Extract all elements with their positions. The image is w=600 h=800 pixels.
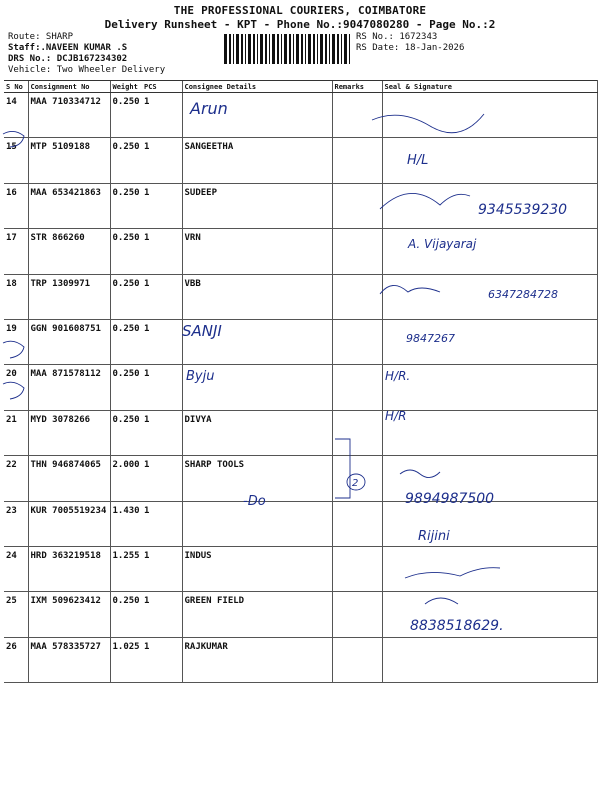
row-remarks (332, 546, 382, 591)
row-consignment-no: MTP 5109188 (28, 138, 110, 183)
row-consignee: RAJKUMAR (182, 637, 332, 682)
row-remarks (332, 93, 382, 138)
barcode-image (224, 34, 350, 64)
row-pcs: 1 (142, 229, 182, 274)
row-weight: 1.025 (110, 637, 142, 682)
row-consignee (182, 501, 332, 546)
row-consignment-no: MYD 3078266 (28, 410, 110, 455)
table-row (4, 410, 597, 455)
row-remarks (332, 138, 382, 183)
row-remarks (332, 183, 382, 228)
row-pcs: 1 (142, 138, 182, 183)
row-consignment-no: MAA 871578112 (28, 365, 110, 410)
row-consignment-no: STR 866260 (28, 229, 110, 274)
row-weight: 0.250 (110, 274, 142, 319)
row-sno: 26 (4, 637, 28, 682)
barcode-bar (265, 34, 267, 64)
col-header-remarks: Remarks (332, 81, 382, 93)
barcode-bar (289, 34, 291, 64)
hw-row26-phone: 8838518629. (410, 618, 504, 634)
row-pcs: 1 (142, 274, 182, 319)
route-label: Route: SHARP (8, 32, 74, 42)
row-consignment-no: IXM 509623412 (28, 592, 110, 637)
row-seal-signature (382, 229, 597, 274)
row-consignment-no: TRP 1309971 (28, 274, 110, 319)
row-seal-signature (382, 546, 597, 591)
row-seal-signature (382, 93, 597, 138)
row-pcs: 1 (142, 592, 182, 637)
row-weight: 1.430 (110, 501, 142, 546)
row-sno: 18 (4, 274, 28, 319)
barcode-bar (229, 34, 231, 64)
table-row (4, 138, 597, 183)
barcode-bar (317, 34, 318, 64)
table-header-row (4, 81, 597, 93)
row-weight: 0.250 (110, 410, 142, 455)
table-row (4, 229, 597, 274)
runsheet-subtitle: Delivery Runsheet - KPT - Phone No.:9047080280 - Page No.:2 (104, 18, 496, 31)
row-remarks (332, 637, 382, 682)
row-remarks (332, 410, 382, 455)
hw-row24-sign: Rijini (418, 529, 450, 544)
barcode-bar (301, 34, 303, 64)
row-sno: 24 (4, 546, 28, 591)
row-remarks (332, 274, 382, 319)
row-weight: 0.250 (110, 183, 142, 228)
barcode-bar (260, 34, 263, 64)
table-row (4, 319, 597, 364)
rs-number: RS No.: 1672343 (356, 32, 438, 42)
row-pcs: 1 (142, 637, 182, 682)
table-row (4, 637, 597, 682)
row-seal-signature (382, 274, 597, 319)
hw-row20-name: Byju (186, 369, 215, 384)
table-row (4, 592, 597, 637)
hw-row15-sign: H/L (407, 153, 429, 168)
hw-row20-sign: H/R. (385, 369, 411, 383)
col-header-consignee: Consignee Details (182, 81, 332, 93)
row-sno: 22 (4, 456, 28, 501)
col-header-consignment: Consignment No (28, 81, 110, 93)
barcode-bar (337, 34, 339, 64)
row-consignee (182, 365, 332, 410)
row-pcs: 1 (142, 93, 182, 138)
hw-bracket-mark: 2 (352, 478, 359, 489)
row-consignment-no: MAA 578335727 (28, 637, 110, 682)
row-consignment-no: MAA 653421863 (28, 183, 110, 228)
row-sno: 19 (4, 319, 28, 364)
rs-header-block (356, 32, 464, 54)
row-sno: 17 (4, 229, 28, 274)
row-consignment-no: HRD 363219518 (28, 546, 110, 591)
barcode-bar (320, 34, 323, 64)
row-consignee: VRN (182, 229, 332, 274)
rs-date: RS Date: 18-Jan-2026 (356, 43, 465, 53)
hw-row23-phone: 9894987500 (405, 491, 495, 507)
row-weight: 0.250 (110, 229, 142, 274)
barcode-bar (245, 34, 246, 64)
barcode-bar (257, 34, 258, 64)
col-header-weight: Weight (110, 81, 142, 93)
row-consignee (182, 319, 332, 364)
barcode-bar (305, 34, 306, 64)
row-consignment-no: KUR 7005519234 (28, 501, 110, 546)
row-consignment-no: THN 946874065 (28, 456, 110, 501)
hw-row18-phone: 6347284728 (488, 288, 558, 301)
vehicle-label: Vehicle: Two Wheeler Delivery (8, 65, 166, 75)
row-seal-signature (382, 456, 597, 501)
barcode-bar (253, 34, 255, 64)
row-weight: 0.250 (110, 138, 142, 183)
row-remarks (332, 365, 382, 410)
drs-label: DRS No.: DCJB167234302 (8, 54, 128, 64)
row-consignee: DIVYA (182, 410, 332, 455)
barcode-bar (308, 34, 311, 64)
row-pcs: 1 (142, 319, 182, 364)
barcode-bar (277, 34, 279, 64)
row-seal-signature (382, 637, 597, 682)
row-weight: 0.250 (110, 319, 142, 364)
row-consignee: SANGEETHA (182, 138, 332, 183)
barcode-bar (281, 34, 282, 64)
table-row (4, 274, 597, 319)
barcode-bar (224, 34, 227, 64)
row-remarks (332, 229, 382, 274)
barcode-bar (233, 34, 234, 64)
row-pcs: 1 (142, 456, 182, 501)
hw-row21-sign: H/R (385, 409, 407, 423)
company-title: THE PROFESSIONAL COURIERS, COIMBATORE (173, 4, 427, 17)
barcode-bar (349, 34, 350, 64)
row-seal-signature (382, 138, 597, 183)
col-header-pcs: PCS (142, 81, 182, 93)
table-row (4, 183, 597, 228)
runsheet-table (4, 80, 598, 683)
row-remarks (332, 501, 382, 546)
barcode-bar (272, 34, 275, 64)
row-consignment-no: MAA 710334712 (28, 93, 110, 138)
row-seal-signature (382, 410, 597, 455)
row-pcs: 1 (142, 365, 182, 410)
row-consignee (182, 93, 332, 138)
row-remarks (332, 592, 382, 637)
row-sno: 21 (4, 410, 28, 455)
table-row (4, 456, 597, 501)
row-seal-signature (382, 183, 597, 228)
hw-row19-phone: 9847267 (406, 332, 455, 345)
row-sno: 25 (4, 592, 28, 637)
col-header-seal: Seal & Signature (382, 81, 597, 93)
row-consignee: VBB (182, 274, 332, 319)
hw-row16-phone: 9345539230 (478, 202, 568, 218)
table-row (4, 546, 597, 591)
row-seal-signature (382, 365, 597, 410)
barcode-bar (236, 34, 239, 64)
barcode-bar (313, 34, 315, 64)
barcode-bar (293, 34, 294, 64)
row-seal-signature (382, 501, 597, 546)
barcode-bar (325, 34, 327, 64)
left-header-block (8, 32, 165, 76)
row-weight: 0.250 (110, 592, 142, 637)
barcode-bar (284, 34, 287, 64)
row-consignee: INDUS (182, 546, 332, 591)
hw-row19-name: SANJI (182, 322, 222, 340)
row-weight: 2.000 (110, 456, 142, 501)
barcode-bar (248, 34, 251, 64)
row-consignment-no: GGN 901608751 (28, 319, 110, 364)
row-consignee: SUDEEP (182, 183, 332, 228)
row-sno: 15 (4, 138, 28, 183)
row-weight: 0.250 (110, 93, 142, 138)
col-header-sno: S No (4, 81, 28, 93)
barcode-bar (296, 34, 299, 64)
table-row (4, 93, 597, 138)
staff-label: Staff:.NAVEEN KUMAR .S (8, 43, 128, 53)
barcode-bar (332, 34, 335, 64)
row-pcs: 1 (142, 501, 182, 546)
hw-row14-name: Arun (190, 99, 228, 118)
row-sno: 23 (4, 501, 28, 546)
row-seal-signature (382, 319, 597, 364)
row-sno: 20 (4, 365, 28, 410)
row-remarks (332, 456, 382, 501)
row-pcs: 1 (142, 183, 182, 228)
row-weight: 0.250 (110, 365, 142, 410)
row-pcs: 1 (142, 546, 182, 591)
barcode-bar (241, 34, 243, 64)
row-pcs: 1 (142, 410, 182, 455)
barcode-bar (329, 34, 330, 64)
row-sno: 14 (4, 93, 28, 138)
row-seal-signature (382, 592, 597, 637)
row-remarks (332, 319, 382, 364)
row-weight: 1.255 (110, 546, 142, 591)
table-row (4, 365, 597, 410)
barcode-bar (344, 34, 347, 64)
row-consignee: GREEN FIELD (182, 592, 332, 637)
hw-row17-sign: A. Vijayaraj (408, 237, 477, 251)
row-consignee: SHARP TOOLS (182, 456, 332, 501)
row-sno: 16 (4, 183, 28, 228)
barcode-bar (341, 34, 342, 64)
table-row (4, 501, 597, 546)
hw-row23-ditto: -Do (243, 494, 266, 509)
barcode-bar (269, 34, 270, 64)
